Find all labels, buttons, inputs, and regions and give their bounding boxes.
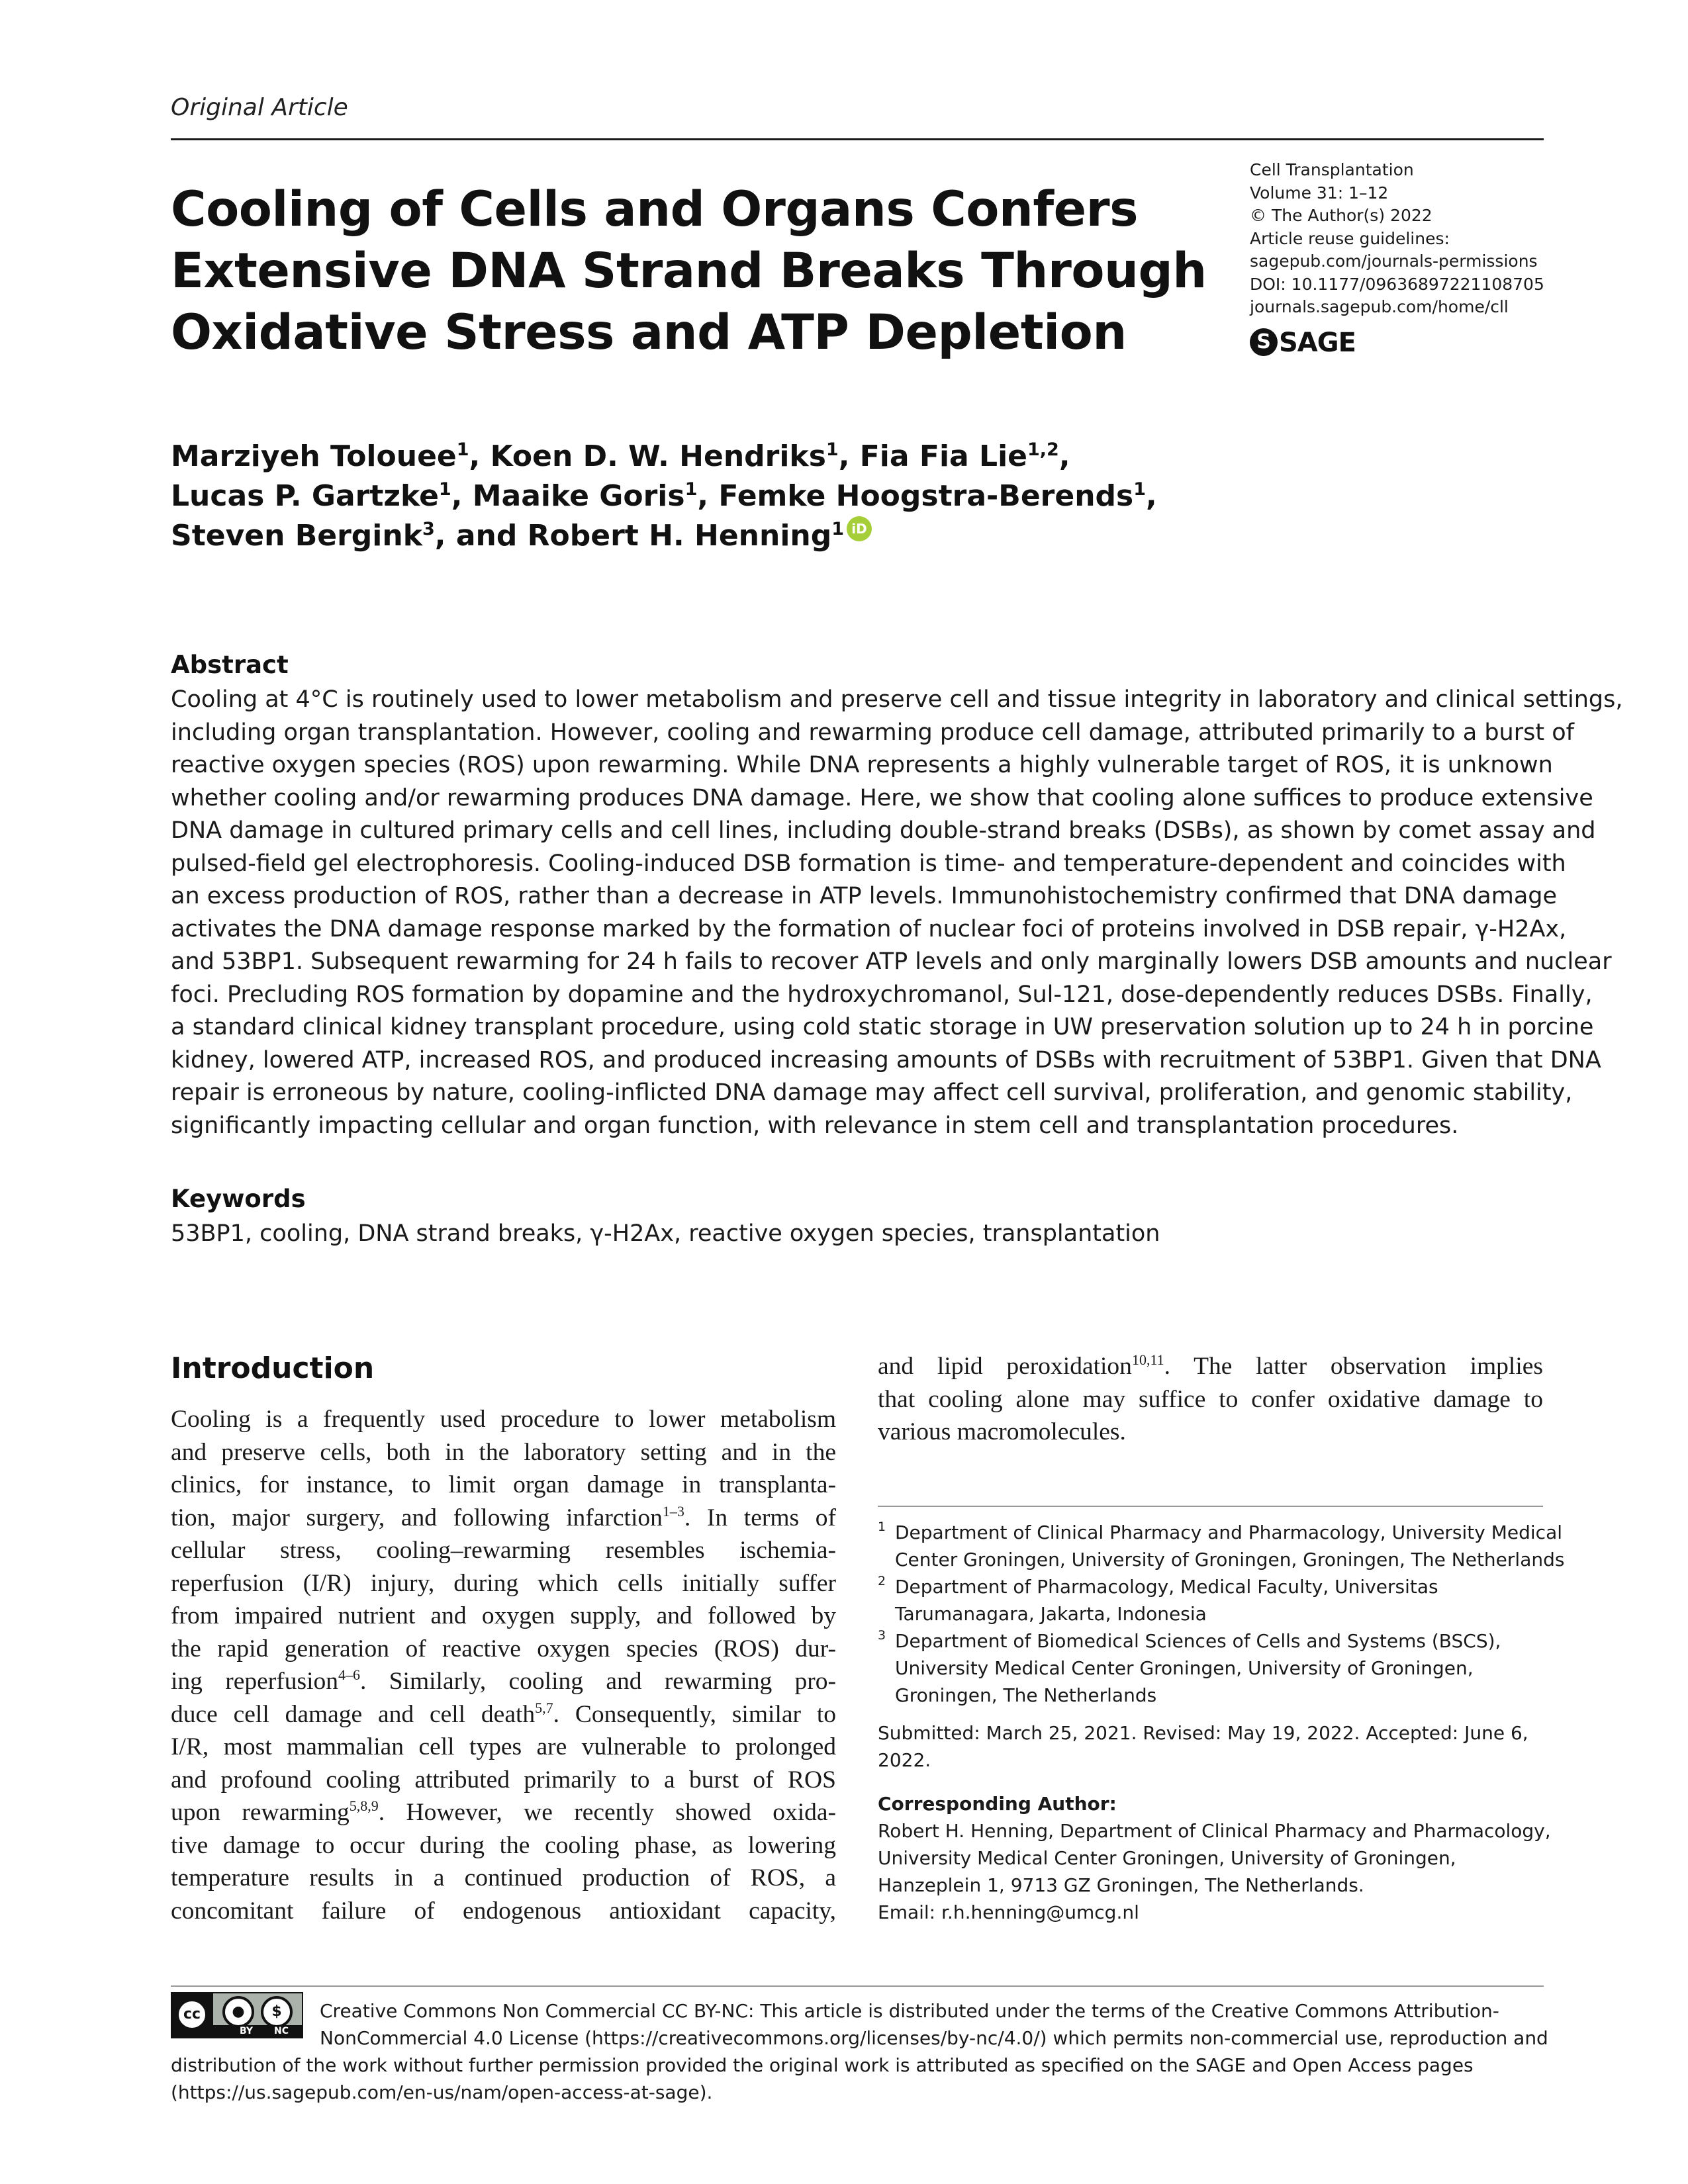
affiliations bbox=[878, 1519, 1565, 1709]
text-run: and profound cooling attributed primarily to a burst of ROS bbox=[171, 1766, 836, 1794]
abstract-line: reactive oxygen species (ROS) upon rewarming. While DNA represents a highly vulnerable target of ROS, it is unknown bbox=[171, 752, 1553, 778]
license-text bbox=[171, 1997, 1548, 2106]
citation: 5,7 bbox=[535, 1699, 553, 1716]
cc-icon: cc bbox=[176, 1999, 208, 2030]
body-line bbox=[171, 1436, 836, 1469]
license-line: distribution of the work without further permission provided the original work is attributed as specified on the SAGE and Open Access pages bbox=[171, 2054, 1474, 2076]
text-run: and lipid peroxidation bbox=[878, 1353, 1132, 1380]
abstract-body bbox=[171, 684, 1623, 1142]
license-line: Creative Commons Non Commercial CC BY-NC: This article is distributed under the terms of the Creative Commons Attribution- bbox=[320, 2000, 1499, 2022]
body-line bbox=[878, 1383, 1543, 1416]
corresponding-author-details bbox=[878, 1817, 1551, 1926]
affiliation-line: Department of Pharmacology, Medical Faculty, Universitas bbox=[895, 1576, 1438, 1598]
attribution-icon: ● bbox=[222, 1996, 254, 2028]
text-run: concomitant failure of endogenous antioxidant capacity, bbox=[171, 1897, 836, 1925]
text-run: Cooling is a frequently used procedure to lower metabolism bbox=[171, 1406, 836, 1433]
title-line: Extensive DNA Strand Breaks Through bbox=[171, 243, 1207, 299]
journal-name: Cell Transplantation bbox=[1250, 160, 1414, 179]
body-line bbox=[878, 1350, 1543, 1383]
affiliation-number: 2 bbox=[878, 1574, 886, 1588]
abstract-line: pulsed-field gel electrophoresis. Cooling-induced DSB formation is time- and temperature-dependent and coincides with bbox=[171, 850, 1566, 877]
affiliation-line: Department of Biomedical Sciences of Cells and Systems (BSCS), bbox=[895, 1630, 1501, 1652]
text-run: . However, we recently showed oxida- bbox=[378, 1799, 837, 1826]
affiliation-marker: 1 bbox=[456, 439, 469, 460]
body-line bbox=[171, 1665, 836, 1698]
text-run: clinics, for instance, to limit organ damage in transplanta- bbox=[171, 1471, 836, 1498]
text-run: . The latter observation implies bbox=[1164, 1353, 1544, 1380]
abstract-line: Cooling at 4°C is routinely used to lower metabolism and preserve cell and tissue integrity in laboratory and clinical settings, bbox=[171, 686, 1623, 713]
article-type: Original Article bbox=[171, 94, 348, 121]
doi[interactable]: DOI: 10.1177/09636897221108705 bbox=[1250, 274, 1544, 294]
body-line bbox=[171, 1895, 836, 1928]
keywords-body: 53BP1, cooling, DNA strand breaks, γ-H2Ax, reactive oxygen species, transplantation bbox=[171, 1220, 1160, 1247]
corresponding-line: University Medical Center Groningen, University of Groningen, bbox=[878, 1847, 1456, 1869]
corresponding-email[interactable]: Email: r.h.henning@umcg.nl bbox=[878, 1901, 1139, 1923]
article-title bbox=[171, 179, 1207, 363]
abstract-line: a standard clinical kidney transplant procedure, using cold static storage in UW preservation solution up to 24 h in porcine bbox=[171, 1014, 1594, 1040]
introduction-heading: Introduction bbox=[171, 1351, 375, 1385]
abstract-line: whether cooling and/or rewarming produces DNA damage. Here, we show that cooling alone suffices to produce extensive bbox=[171, 784, 1593, 811]
affiliation-line: Department of Clinical Pharmacy and Pharmacology, University Medical bbox=[895, 1522, 1563, 1543]
body-line bbox=[171, 1469, 836, 1502]
corresponding-line: Robert H. Henning, Department of Clinical Pharmacy and Pharmacology, bbox=[878, 1820, 1551, 1842]
affiliation bbox=[878, 1573, 1546, 1627]
body-line bbox=[171, 1796, 836, 1829]
text-run: from impaired nutrient and oxygen supply, and followed by bbox=[171, 1602, 836, 1629]
author-line bbox=[171, 477, 1164, 516]
header-rule bbox=[171, 138, 1544, 140]
text-run: . Similarly, cooling and rewarming pro- bbox=[360, 1668, 836, 1695]
text-run: that cooling alone may suffice to confer oxidative damage to bbox=[878, 1385, 1543, 1413]
body-line bbox=[171, 1862, 836, 1895]
text-run: duce cell damage and cell death bbox=[171, 1700, 536, 1728]
author-list bbox=[171, 437, 1164, 556]
author-name: Lucas P. Gartzke bbox=[171, 479, 439, 513]
text-run: upon rewarming bbox=[171, 1799, 350, 1826]
affiliation-marker: 3 bbox=[422, 519, 435, 539]
affiliation-number: 1 bbox=[878, 1520, 886, 1534]
orcid-icon[interactable]: iD bbox=[847, 516, 872, 541]
author-name: Marziyeh Tolouee bbox=[171, 439, 457, 473]
journal-home-link[interactable]: journals.sagepub.com/home/cll bbox=[1250, 297, 1509, 316]
body-line bbox=[171, 1698, 836, 1731]
sage-logo bbox=[1250, 327, 1369, 360]
text-run: ing reperfusion bbox=[171, 1668, 338, 1695]
abstract-line: including organ transplantation. However, cooling and rewarming produce cell damage, attributed primarily to a burst of bbox=[171, 719, 1574, 746]
abstract-line: foci. Precluding ROS formation by dopamine and the hydroxychromanol, Sul-121, dose-dependently reduces DSBs. Finally, bbox=[171, 981, 1593, 1008]
corresponding-author-heading: Corresponding Author: bbox=[878, 1793, 1117, 1815]
text-run: the rapid generation of reactive oxygen species (ROS) dur- bbox=[171, 1635, 836, 1662]
copyright: © The Author(s) 2022 bbox=[1250, 206, 1432, 225]
body-line bbox=[171, 1829, 836, 1862]
text-run: temperature results in a continued production of ROS, a bbox=[171, 1864, 836, 1891]
author-separator: , bbox=[697, 479, 719, 513]
submission-dates bbox=[878, 1719, 1546, 1774]
author-name: Femke Hoogstra-Berends bbox=[718, 479, 1134, 513]
text-run: tion, major surgery, and following infarction bbox=[171, 1504, 663, 1531]
corresponding-line: Hanzeplein 1, 9713 GZ Groningen, The Netherlands. bbox=[878, 1874, 1364, 1896]
sage-logo-icon: S bbox=[1250, 328, 1278, 356]
non-commercial-icon: $ bbox=[261, 1996, 293, 2028]
author-separator: , bbox=[451, 479, 473, 513]
citation: 1–3 bbox=[662, 1502, 684, 1520]
abstract-line: and 53BP1. Subsequent rewarming for 24 h fails to recover ATP levels and only marginally lowers DSB amounts and nuclear bbox=[171, 948, 1612, 975]
abstract-line: kidney, lowered ATP, increased ROS, and produced increasing amounts of DSBs with recruitment of 53BP1. Given that DNA bbox=[171, 1046, 1601, 1073]
abstract-line: DNA damage in cultured primary cells and cell lines, including double-strand breaks (DSBs), as shown by comet assay and bbox=[171, 817, 1596, 844]
abstract-line: significantly impacting cellular and organ function, with relevance in stem cell and transplantation procedures. bbox=[171, 1112, 1459, 1139]
text-run: tive damage to occur during the cooling phase, as lowering bbox=[171, 1831, 836, 1859]
author-name: Maaike Goris bbox=[472, 479, 685, 513]
journal-info bbox=[1250, 159, 1544, 319]
body-line bbox=[171, 1764, 836, 1797]
text-run: . Consequently, similar to bbox=[553, 1700, 836, 1728]
reuse-label: Article reuse guidelines: bbox=[1250, 228, 1450, 248]
author-name: Fia Fia Lie bbox=[859, 439, 1027, 473]
author-name: Koen D. W. Hendriks bbox=[490, 439, 826, 473]
dates-line: 2022. bbox=[878, 1749, 931, 1771]
author-name: Steven Bergink bbox=[171, 519, 422, 553]
affiliation-number: 3 bbox=[878, 1628, 886, 1643]
abstract-heading: Abstract bbox=[171, 651, 289, 679]
affiliation-line: Center Groningen, University of Groningen, Groningen, The Netherlands bbox=[895, 1549, 1565, 1570]
text-run: and preserve cells, both in the laboratory setting and in the bbox=[171, 1438, 836, 1466]
introduction-column-1 bbox=[171, 1403, 836, 1927]
affiliation-marker: 1 bbox=[825, 439, 839, 460]
body-line bbox=[878, 1416, 1543, 1449]
affiliation-marker: 1,2 bbox=[1027, 439, 1059, 460]
affiliation-marker: 1 bbox=[1133, 479, 1147, 500]
body-line bbox=[171, 1731, 836, 1764]
author-line bbox=[171, 516, 1164, 556]
author-separator: , bbox=[1146, 479, 1157, 513]
title-line: Cooling of Cells and Organs Confers bbox=[171, 181, 1139, 238]
text-run: reperfusion (I/R) injury, during which cells initially suffer bbox=[171, 1569, 836, 1597]
author-name: Robert H. Henning bbox=[527, 519, 832, 553]
affiliation bbox=[878, 1627, 1546, 1709]
dates-line: Submitted: March 25, 2021. Revised: May 19, 2022. Accepted: June 6, bbox=[878, 1722, 1528, 1744]
license-rule bbox=[171, 1985, 1544, 1987]
cc-by-label: BY bbox=[240, 2026, 254, 2036]
footnote-rule bbox=[878, 1506, 1543, 1507]
author-separator: , bbox=[838, 439, 860, 473]
body-line bbox=[171, 1567, 836, 1600]
keywords-heading: Keywords bbox=[171, 1185, 306, 1213]
affiliation-line: Tarumanagara, Jakarta, Indonesia bbox=[895, 1603, 1207, 1625]
affiliation-marker: 1 bbox=[684, 479, 698, 500]
author-separator: , and bbox=[434, 519, 528, 553]
citation: 10,11 bbox=[1131, 1351, 1164, 1368]
journal-volume: Volume 31: 1–12 bbox=[1250, 183, 1389, 203]
affiliation-marker: 1 bbox=[831, 519, 845, 539]
text-run: various macromolecules. bbox=[878, 1418, 1126, 1445]
affiliation-line: Groningen, The Netherlands bbox=[895, 1684, 1157, 1706]
body-line bbox=[171, 1633, 836, 1666]
title-line: Oxidative Stress and ATP Depletion bbox=[171, 304, 1127, 361]
cc-nc-label: NC bbox=[274, 2026, 289, 2036]
abstract-line: repair is erroneous by nature, cooling-inflicted DNA damage may affect cell survival, proliferation, and genomic stability, bbox=[171, 1079, 1573, 1106]
citation: 5,8,9 bbox=[349, 1797, 379, 1814]
license-line[interactable]: (https://us.sagepub.com/en-us/nam/open-access-at-sage). bbox=[171, 2081, 713, 2103]
author-separator: , bbox=[1058, 439, 1070, 473]
license-line: NonCommercial 4.0 License (https://creativecommons.org/licenses/by-nc/4.0/) which permits non-commercial use, reproduction and bbox=[320, 2027, 1548, 2049]
body-line bbox=[171, 1403, 836, 1436]
author-line bbox=[171, 437, 1164, 477]
text-run: I/R, most mammalian cell types are vulnerable to prolonged bbox=[171, 1733, 836, 1760]
affiliation-line: University Medical Center Groningen, University of Groningen, bbox=[895, 1657, 1474, 1679]
permissions-link[interactable]: sagepub.com/journals-permissions bbox=[1250, 251, 1538, 271]
abstract-line: an excess production of ROS, rather than a decrease in ATP levels. Immunohistochemistry confirmed that DNA damage bbox=[171, 883, 1558, 909]
body-line bbox=[171, 1502, 836, 1535]
body-line bbox=[171, 1600, 836, 1633]
author-separator: , bbox=[469, 439, 491, 473]
abstract-line: activates the DNA damage response marked by the formation of nuclear foci of proteins involved in DSB repair, γ-H2Ax, bbox=[171, 915, 1567, 942]
affiliation-marker: 1 bbox=[438, 479, 451, 500]
affiliation bbox=[878, 1519, 1565, 1573]
text-run: . In terms of bbox=[684, 1504, 836, 1531]
sage-logo-text: SAGE bbox=[1279, 328, 1356, 358]
body-line bbox=[171, 1534, 836, 1567]
introduction-column-2 bbox=[878, 1350, 1543, 1449]
text-run: cellular stress, cooling–rewarming resembles ischemia- bbox=[171, 1537, 836, 1564]
citation: 4–6 bbox=[338, 1666, 360, 1683]
